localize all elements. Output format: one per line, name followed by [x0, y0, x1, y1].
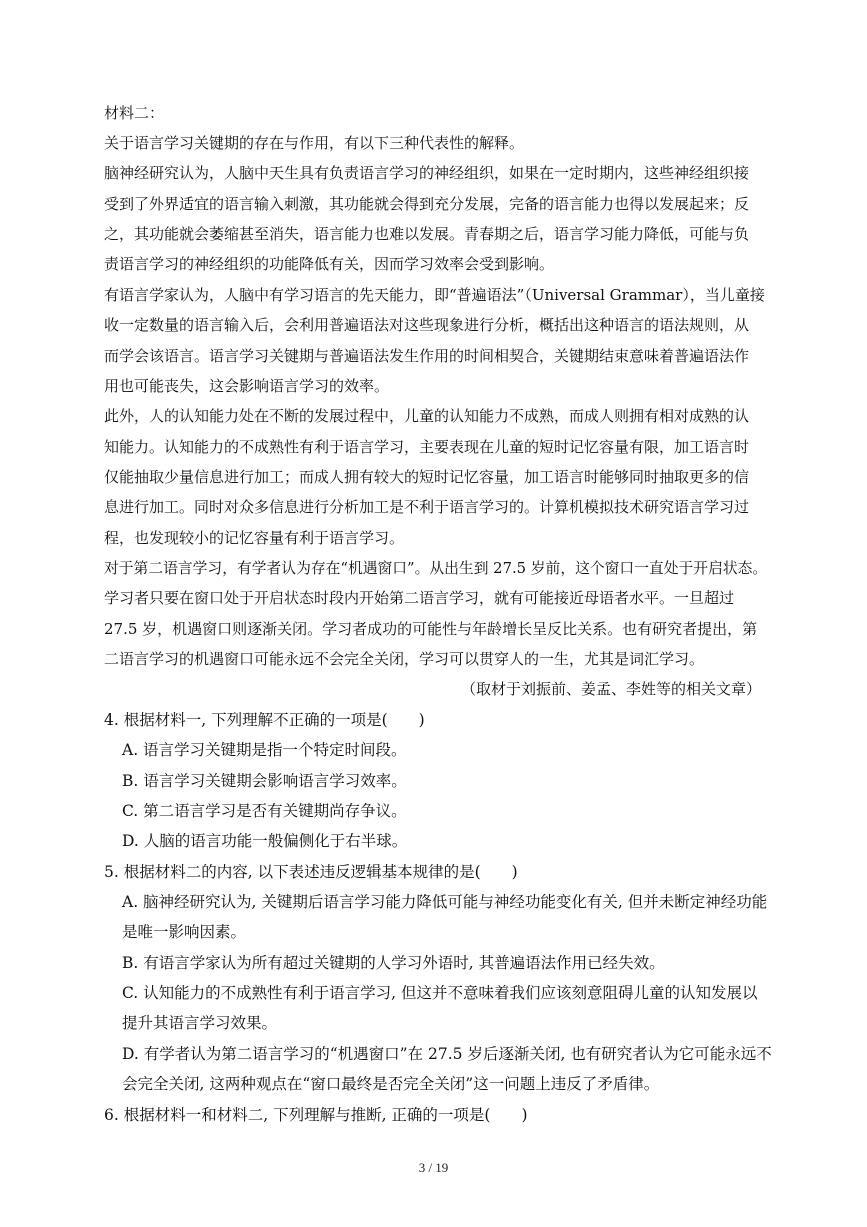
material2-line: 对于第二语言学习，有学者认为存在“机遇窗口”。从出生到 27.5 岁前，这个窗口一直处于开启状态。: [104, 559, 768, 577]
question-4-option-d: D. 人脑的语言功能一般偏侧化于右半球。: [122, 832, 408, 850]
question-6-stem: 6. 根据材料一和材料二, 下列理解与推断, 正确的一项是( ): [104, 1106, 528, 1124]
material2-line: 脑神经研究认为，人脑中天生具有负责语言学习的神经组织，如果在一定时期内，这些神经组织接: [104, 164, 750, 182]
material2-line: 有语言学家认为，人脑中有学习语言的先天能力，即“普遍语法”（Universal Grammar），当儿童接: [104, 286, 765, 304]
material2-line: 而学会该语言。语言学习关键期与普遍语法发生作用的时间相契合，关键期结束意味着普遍语法作: [104, 347, 750, 365]
question-5-option-line: A. 脑神经研究认为, 关键期后语言学习能力降低可能与神经功能变化有关, 但并未断定神经功能: [122, 893, 768, 911]
material2-line: 程，也发现较小的记忆容量有利于语言学习。: [104, 529, 405, 547]
material2-source: （取材于刘振前、姜孟、李姓等的相关文章）: [460, 680, 761, 698]
question-5-option-line: 是唯一影响因素。: [122, 923, 247, 941]
question-4-option-a: A. 语言学习关键期是指一个特定时间段。: [122, 741, 407, 759]
question-4-option-c: C. 第二语言学习是否有关键期尚存争议。: [122, 802, 407, 820]
page-number: 3 / 19: [418, 1160, 449, 1175]
material2-heading: 材料二：: [104, 104, 165, 122]
material2-line: 受到了外界适宜的语言输入刺激，其功能就会得到充分发展，完备的语言能力也得以发展起来；反: [104, 195, 750, 213]
question-4-option-b: B. 语言学习关键期会影响语言学习效率。: [122, 772, 407, 790]
material2-line: 用也可能丧失，这会影响语言学习的效率。: [104, 377, 390, 395]
material2-line: 二语言学习的机遇窗口可能永远不会完全关闭，学习可以贯穿人的一生，尤其是词汇学习。: [104, 650, 705, 668]
question-5-option-line: 会完全关闭, 这两种观点在“窗口最终是否完全关闭”这一问题上违反了矛盾律。: [122, 1075, 660, 1093]
material2-line: 息进行加工。同时对众多信息进行分析加工是不利于语言学习的。计算机模拟技术研究语言学习过: [104, 498, 750, 516]
material2-line: 学习者只要在窗口处于开启状态时段内开始第二语言学习，就有可能接近母语者水平。一旦超过: [104, 589, 735, 607]
question-5-option-line: B. 有语言学家认为所有超过关键期的人学习外语时, 其普遍语法作用已经失效。: [122, 954, 665, 972]
material2-line: 收一定数量的语言输入后，会利用普遍语法对这些现象进行分析，概括出这种语言的语法规则，从: [104, 316, 750, 334]
material2-line: 此外，人的认知能力处在不断的发展过程中，儿童的认知能力不成熟，而成人则拥有相对成熟的认: [104, 407, 750, 425]
material2-line: 知能力。认知能力的不成熟性有利于语言学习，主要表现在儿童的短时记忆容量有限，加工语言时: [104, 438, 750, 456]
question-4-stem: 4. 根据材料一, 下列理解不正确的一项是( ): [104, 711, 425, 729]
question-5-stem: 5. 根据材料二的内容, 以下表述违反逻辑基本规律的是( ): [104, 863, 518, 881]
material2-line: 责语言学习的神经组织的功能降低有关，因而学习效率会受到影响。: [104, 255, 555, 273]
material2-line: 27.5 岁，机遇窗口则逐渐关闭。学习者成功的可能性与年龄增长呈反比关系。也有研究者提出，第: [104, 620, 758, 638]
material2-line: 仅能抽取少量信息进行加工；而成人拥有较大的短时记忆容量，加工语言时能够同时抽取更多的信: [104, 468, 750, 486]
question-5-option-line: D. 有学者认为第二语言学习的“机遇窗口”在 27.5 岁后逐渐关闭, 也有研究者认为它可能永远不: [122, 1045, 772, 1063]
material2-line: 关于语言学习关键期的存在与作用，有以下三种代表性的解释。: [104, 134, 525, 152]
material2-line: 之，其功能就会萎缩甚至消失，语言能力也难以发展。青春期之后，语言学习能力降低，可能与负: [104, 225, 750, 243]
question-5-option-line: 提升其语言学习效果。: [122, 1014, 278, 1032]
question-5-option-line: C. 认知能力的不成熟性有利于语言学习, 但这并不意味着我们应该刻意阻碍儿童的认知发展以: [122, 984, 758, 1002]
